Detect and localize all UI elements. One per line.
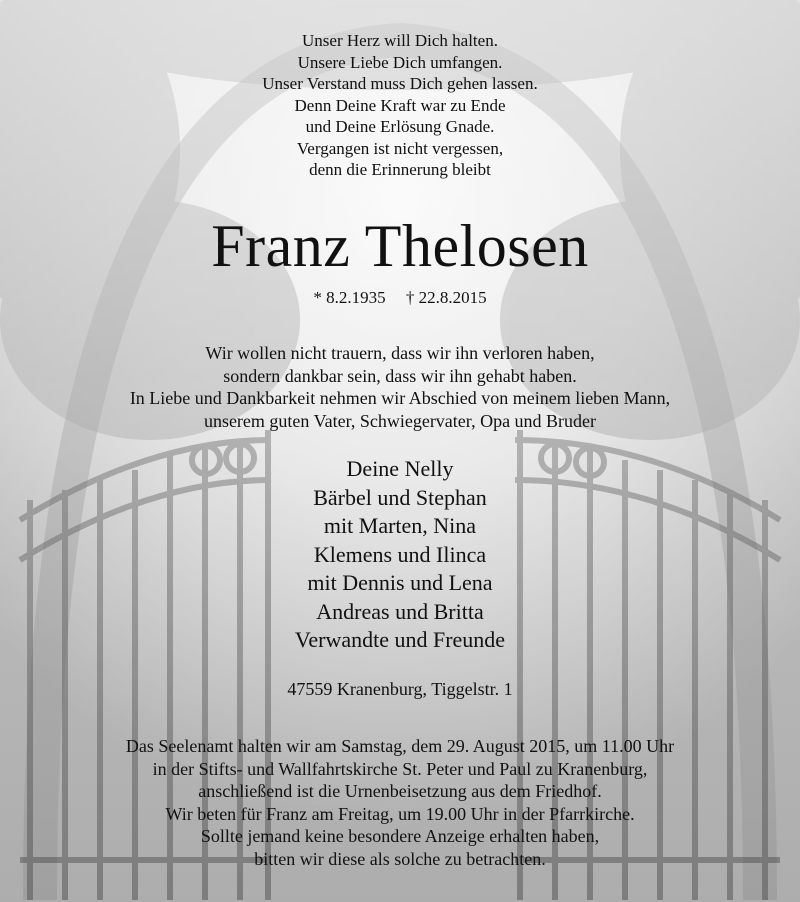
farewell-line: sondern dankbar sein, dass wir ihn gehabt haben. xyxy=(223,365,577,386)
life-dates xyxy=(0,287,800,309)
deceased-name: Franz Thelosen xyxy=(211,213,589,279)
farewell-line: unserem guten Vater, Schwiegervater, Opa und Bruder xyxy=(203,410,597,431)
farewell-text xyxy=(0,342,800,432)
service-line: Das Seelenamt halten wir am Samstag, dem 29. August 2015, um 11.00 Uhr xyxy=(125,736,675,756)
address: 47559 Kranenburg, Tiggelstr. 1 xyxy=(287,679,513,699)
mourner-line: mit Marten, Nina xyxy=(323,513,477,538)
mourner-line: Andreas und Britta xyxy=(316,598,484,624)
poem-line: Denn Deine Kraft war zu Ende xyxy=(294,95,506,115)
service-line: anschließend ist die Urnenbeisetzung aus dem Friedhof. xyxy=(198,781,602,801)
poem-line: und Deine Erlösung Gnade. xyxy=(305,117,495,136)
mourner-line: Bärbel und Stephan xyxy=(313,484,487,510)
mourner-line: Klemens und Ilinca xyxy=(313,541,487,567)
poem-line: Unser Verstand muss Dich gehen lassen. xyxy=(262,74,538,93)
mourner-line: mit Dennis und Lena xyxy=(307,570,493,595)
farewell-line: In Liebe und Dankbarkeit nehmen wir Abschied von meinem lieben Mann, xyxy=(129,388,671,408)
poem-line: denn die Erinnerung bleibt xyxy=(309,160,491,179)
poem-line: Unser Herz will Dich halten. xyxy=(302,31,498,50)
farewell-line: Wir wollen nicht trauern, dass wir ihn verloren haben, xyxy=(205,343,595,363)
service-info xyxy=(0,735,800,870)
poem-line: Vergangen ist nicht vergessen, xyxy=(296,138,504,158)
service-line: in der Stifts- und Wallfahrtskirche St. Peter und Paul zu Kranenburg, xyxy=(152,758,648,779)
service-line: bitten wir diese als solche zu betrachten. xyxy=(254,848,546,869)
mourners-list xyxy=(0,455,800,655)
mourner-line: Deine Nelly xyxy=(346,456,454,481)
service-line: Sollte jemand keine besondere Anzeige erhalten haben, xyxy=(200,826,600,846)
poem xyxy=(0,30,800,181)
mourner-line: Verwandte und Freunde xyxy=(294,627,506,652)
birth-date: * 8.2.1935 xyxy=(313,288,386,307)
poem-line: Unsere Liebe Dich umfangen. xyxy=(297,52,503,72)
service-line: Wir beten für Franz am Freitag, um 19.00 Uhr in der Pfarrkirche. xyxy=(165,803,635,824)
death-date: † 22.8.2015 xyxy=(405,288,487,307)
